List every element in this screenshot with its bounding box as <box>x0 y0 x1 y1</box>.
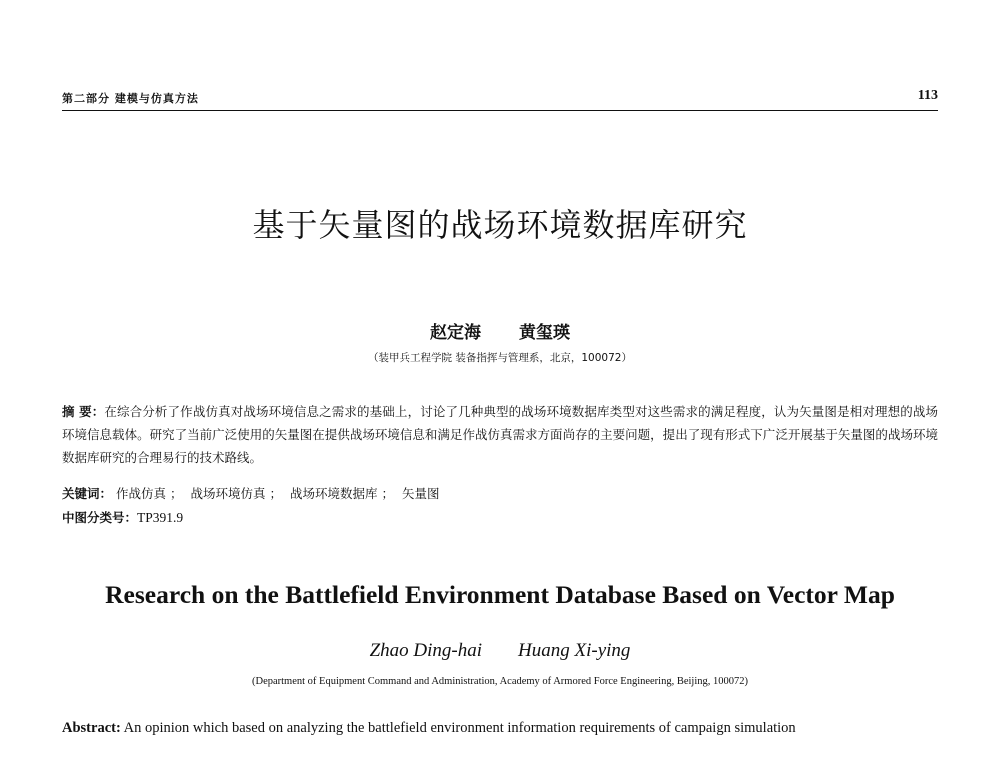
clc-label: 中图分类号： <box>62 510 138 525</box>
running-header-section: 第二部分 建模与仿真方法 <box>62 92 199 105</box>
classification-line <box>62 508 938 526</box>
authors-chinese <box>0 318 1000 343</box>
affiliation-chinese: （装甲兵工程学院 装备指挥与管理系，北京，100072） <box>368 352 632 364</box>
keywords-label: 关键词： <box>62 486 113 501</box>
keywords-line: 关键词： 作战仿真 ； 战场环境仿真 ； 战场环境数据库 ； 矢量图 <box>62 486 440 501</box>
author-en-1: Zhao Ding-hai <box>369 640 483 661</box>
author-cn-1: 赵定海 <box>430 323 481 343</box>
author-cn-2: 黄玺瑛 <box>519 323 570 343</box>
abstract-cn-label: 摘 要： <box>62 404 105 419</box>
abstract-en-label: Abstract: <box>62 720 121 736</box>
abstract-english <box>62 716 938 740</box>
keyword-item: 战场环境仿真 <box>190 486 266 501</box>
keyword-item: 作战仿真 <box>116 486 167 501</box>
affiliation-english: (Department of Equipment Command and Administration, Academy of Armored Force Engineering, Beijing, 100072) <box>251 676 749 687</box>
header-rule <box>62 110 938 111</box>
abstract-chinese <box>62 400 938 469</box>
authors-english <box>0 640 1000 662</box>
running-header <box>62 88 938 110</box>
abstract-en-text: An opinion which based on analyzing the battlefield environment information requirements of campaign simulation <box>120 720 796 736</box>
title-chinese: 基于矢量图的战场环境数据库研究 <box>252 206 748 244</box>
keyword-item: 矢量图 <box>402 486 440 501</box>
author-en-2: Huang Xi-ying <box>518 640 631 661</box>
abstract-cn-text: 在综合分析了作战仿真对战场环境信息之需求的基础上，讨论了几种典型的战场环境数据库类型对这些需求的满足程度，认为矢量图是相对理想的战场环境信息载体。研究了当前广泛使用的矢量图在提供战场环境信息和满足作战仿真需求方面尚存的主要问题，提出了现有形式下广泛开展基于矢量图的战场环境数据库研究的合理易行的技术路线。 <box>62 404 938 465</box>
title-english: Research on the Battlefield Environment Database Based on Vector Map <box>105 580 895 609</box>
page-number: 113 <box>917 88 938 103</box>
keyword-item: 战场环境数据库 <box>290 486 378 501</box>
clc-value: TP391.9 <box>137 510 184 525</box>
